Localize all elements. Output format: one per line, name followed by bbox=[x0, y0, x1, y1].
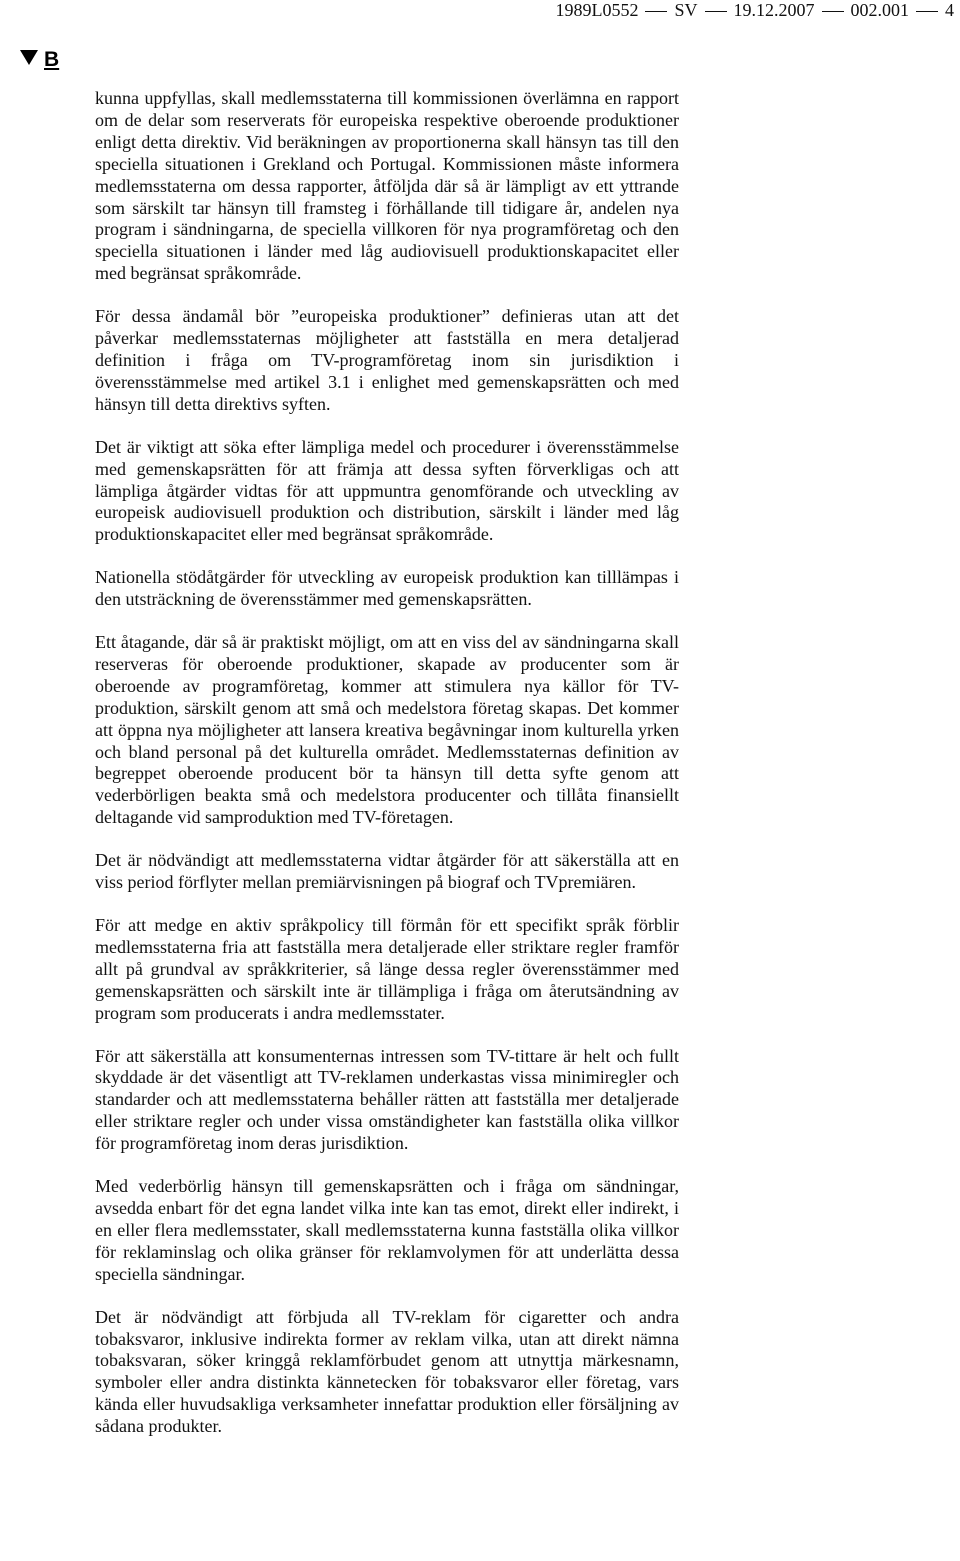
header-separator bbox=[705, 11, 727, 12]
paragraph-means-and-procedures: Det är viktigt att söka efter lämpliga medel och procedurer i överensstämmelse med gemenskapsrätten för att främja att dessa syften förverkligas och att lämpliga åtgärder vidtas för att uppmuntra genomförande och utveckling av europeisk audiovisuell produktion och distribution, särskilt i länder med låg produktionskapacitet eller med begränsat språkområde. bbox=[95, 436, 679, 545]
paragraph-continuation: kunna uppfyllas, skall medlemsstaterna till kommissionen överlämna en rapport om de delar som reserverats för europeiska respektive oberoende produktioner enligt detta direktiv. Vid beräkningen av proportionerna skall hänsyn tas till den speciella situationen i Grekland och Portugal. Kommissionen måste informera medlemsstaterna om dessa rapporter, åtföljda där så är lämpligt av ett yttrande som särskilt tar hänsyn till framsteg i förhållande till tidigare år, andelen nya program i sändningarna, de speciella villkoren för nya programföretag och den speciella situationen i länder med låg audiovisuell produktionskapacitet eller med begränsat språkområde. bbox=[95, 88, 679, 284]
document-date: 19.12.2007 bbox=[733, 0, 815, 20]
paragraph-premiere-period: Det är nödvändigt att medlemsstaterna vidtar åtgärder för att säkerställa att en viss period förflyter mellan premiärvisningen på biograf och TVpremiären. bbox=[95, 850, 679, 893]
header-separator bbox=[645, 11, 667, 12]
paragraph-language-policy: För att medge en aktiv språkpolicy till förmån för ett specifikt språk förblir medlemsstaterna fria att fastställa mera detaljerade eller striktare regler framför allt på grundval av språkkriterier, så länge dessa regler överensstämmer med gemenskapsrätten och särskilt inte är tillämpliga i fråga om återutsändning av program som producerats i andra medlemsstater. bbox=[95, 915, 679, 1023]
paragraph-national-support: Nationella stödåtgärder för utveckling av europeisk produktion kan tilllämpas i den utsträckning de överensstämmer med gemenskapsrätten. bbox=[95, 567, 679, 610]
language-code: SV bbox=[674, 0, 698, 20]
amendment-marker-label: B bbox=[44, 48, 60, 71]
paragraph-european-productions: För dessa ändamål bör ”europeiska produktioner” definieras utan att det påverkar medlemsstaternas möjligheter att fastställa en mera detaljerad definition i fråga om TV-programföretag inom sin jurisdiktion i överensstämmelse med artikel 3.1 i enlighet med gemenskapsrätten och med hänsyn till detta direktivs syften. bbox=[95, 306, 679, 414]
paragraph-national-broadcasts: Med vederbörlig hänsyn till gemenskapsrätten och i fråga om sändningar, avsedda enbart för det egna landet vilka inte kan tas emot, direkt eller indirekt, i en eller flera medlemsstater, skall medlemsstaterna kunna fastställa olika villkor för reklaminslag och olika gränser för reklamvolymen för att underlätta dessa speciella sändningar. bbox=[95, 1176, 679, 1284]
paragraph-tobacco-advertising: Det är nödvändigt att förbjuda all TV-reklam för cigaretter och andra tobaksvaror, inklusive indirekta former av reklam vilka, utan att direkt nämna tobaksvaran, söker kringgå reklamförbudet genom att utnyttja märkesnamn, symboler eller andra distinkta kännetecken för tobaksvaror eller företag, vars kända eller huvudsakliga verksamheter innefattar produktion eller försäljning av sådana produkter. bbox=[95, 1306, 679, 1437]
header-separator bbox=[822, 11, 844, 12]
header-separator bbox=[916, 11, 938, 12]
document-id: 1989L0552 bbox=[555, 0, 639, 20]
amendment-marker bbox=[20, 48, 59, 72]
document-body bbox=[95, 88, 679, 1459]
triangle-down-icon bbox=[20, 50, 38, 65]
paragraph-independent-productions: Ett åtagande, där så är praktiskt möjligt, om att en viss del av sändningarna skall reserveras för oberoende produktioner, skapade av producenter som är oberoende av programföretag, kommer att stimulera nya källor för TV-produktion, särskilt genom att små och medelstora företag skapas. Det kommer att öppna nya möjligheter att lansera kreativa begåvningar inom kulturella yrken och bland personal på det kulturella området. Medlemsstaternas definition av begreppet oberoende producent bör ta hänsyn till detta syfte genom att vederbörligen beakta små och medelstora producenter och tillåta finansiellt deltagande vid samproduktion med TV-företagen. bbox=[95, 632, 679, 828]
page-number: 4 bbox=[945, 0, 954, 20]
paragraph-consumer-interests: För att säkerställa att konsumenternas intressen som TV-tittare är helt och fullt skyddade är det väsentligt att TV-reklamen underkastas vissa minimiregler och standarder och att medlemsstaterna behåller rätten att fastställa mer detaljerade eller striktare regler och under vissa omständigheter kan fastställa olika villkor för programföretag inom deras jurisdiktion. bbox=[95, 1045, 679, 1154]
running-header bbox=[555, 0, 954, 20]
consolidation-number: 002.001 bbox=[850, 0, 909, 20]
